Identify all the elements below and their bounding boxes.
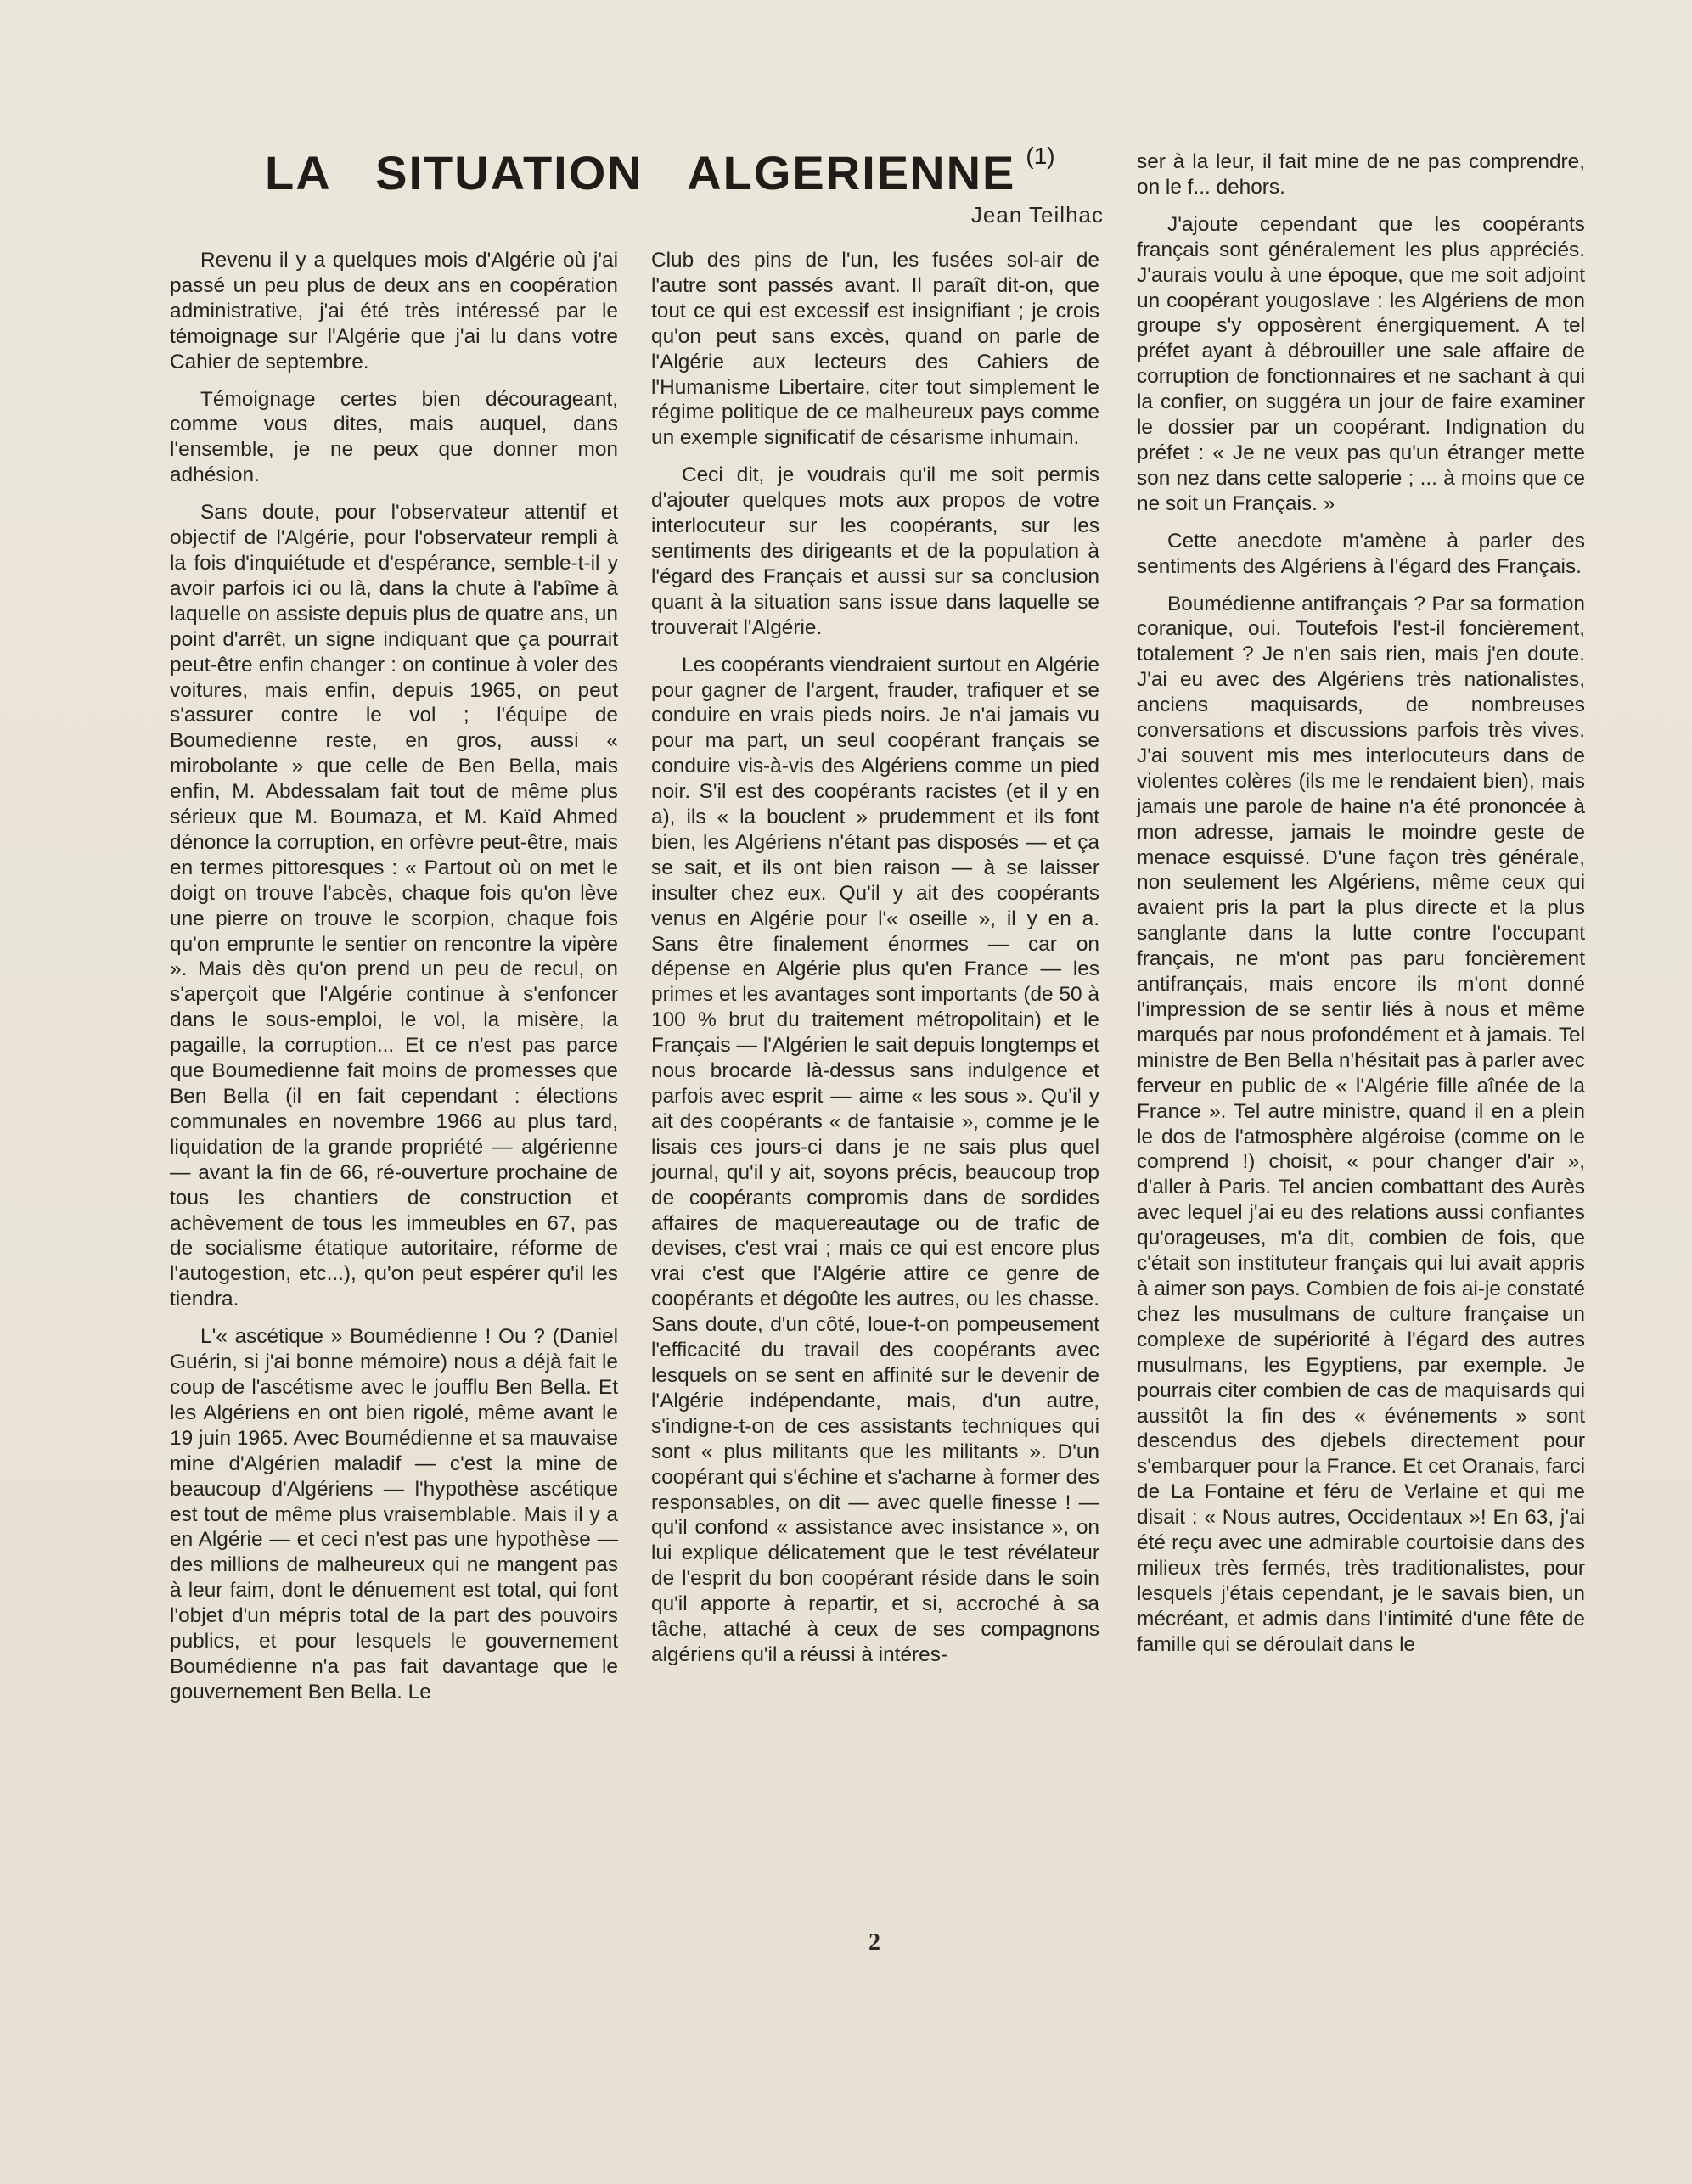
paragraph: J'ajoute cependant que les coopérants français sont généralement les plus appréciés. J'aurais voulu à une époque, que me soit adjoint un coopérant yougoslave : les Algériens de mon groupe s'y opposèrent énergiquement. A tel préfet ayant à débrouiller une sale affaire de corruption de fonctionnaires et ne sachant à qui la confier, on suggéra un jour de faire examiner le dossier par un coopérant. Indignation du préfet : « Je ne veux pas qu'un étranger mette son nez dans cette saloperie ; ... à moins que ce ne soit un Français. » (1137, 212, 1585, 515)
article-title-text: LA SITUATION ALGERIENNE (265, 146, 1016, 199)
paragraph: Sans doute, pour l'observateur attentif et objectif de l'Algérie, pour l'observateur rempli à la fois d'inquiétude et d'espérance, semble-t-il y avoir parfois ici ou là, dans la chute à l'abîme à laquelle on assiste depuis plus de quatre ans, un point d'arrêt, un signe indiquant que ça pourrait peut-être enfin changer : on continue à voler des voitures, mais enfin, depuis 1965, on peut s'assurer contre le vol ; l'équipe de Boumedienne reste, en gros, aussi « mirobolante » que celle de Ben Bella, mais enfin, M. Abdessalam fait tout de même plus sérieux que M. Boumaza, et M. Kaïd Ahmed dénonce la corruption, en orfèvre peut-être, mais en termes pittoresques : « Partout où on met le doigt on trouve l'abcès, chaque fois qu'on lève une pierre on trouve le scorpion, chaque fois qu'on emprunte le sentier on rencontre la vipère ». Mais dès qu'on prend un peu de recul, on s'aperçoit que l'Algérie continue à s'enfoncer dans le sous-emploi, le vol, la misère, la pagaille, la corruption... Et ce n'est pas parce que Boumedienne fait moins de promesses que Ben Bella (il en fait cependant : élections communales en novembre 1966 au plus tard, liquidation de la grande propriété — algérienne — avant la fin de 66, ré-ouverture prochaine de tous les chantiers de construction et achèvement de tous les immeubles en 67, pas de socialisme étatique autoritaire, réforme de l'autogestion, etc...), qu'on peut espérer qu'il les tiendra. (170, 501, 618, 1311)
paragraph: Les coopérants viendraient surtout en Algérie pour gagner de l'argent, frauder, trafiquer et se conduire en vrais pieds noirs. Je n'ai jamais vu pour ma part, un seul coopérant français se conduire vis-à-vis des Algériens comme un pied noir. S'il est des coopérants racistes (et il y en a), ils « la bouclent » prudemment et ils font bien, les Algériens n'étant pas disposés — et ça se sait, et ils ont bien raison — à se laisser insulter chez eux. Qu'il y ait des coopérants venus en Algérie pour l'« oseille », il y en a. Sans être finalement énormes — car on dépense en Algérie plus qu'en France — les primes et les avantages sont importants (de 50 à 100 % brut du traitement métropolitain) et le Français — l'Algérien le sait depuis longtemps et nous brocarde là-dessus sans indulgence et parfois avec esprit — aime « les sous ». Qu'il y ait des coopérants « de fantaisie », comme je le lisais ces jours-ci dans je ne sais plus quel journal, qu'il y ait, soyons précis, beaucoup trop de coopérants compromis dans de sordides affaires de maquereautage ou de trafic de devises, c'est vrai ; mais ce qui est encore plus vrai c'est que l'Algérie attire ce genre de coopérants et dégoûte les autres, ou les chasse. Sans doute, d'un côté, loue-t-on pompeusement l'efficacité du travail des coopérants avec lesquels on se sent en affinité sur le devenir de l'Algérie indépendante, mais, d'un autre, s'indigne-t-on de ces assistants techniques qui sont « plus militants que les militants ». D'un coopérant qui s'échine et s'acharne à former des responsables, on dit — avec quelle finesse ! — qu'il confond « assistance avec insistance », on lui explique délicatement que le test révélateur de l'esprit du bon coopérant réside dans le soin qu'il apporte à repartir, et si, accroché à sa tâche, attaché à ceux de ses compagnons algériens qu'il a réussi à intéres- (651, 653, 1099, 1666)
text-column-3 (1137, 149, 1585, 1670)
title-footnote-marker: (1) (1026, 143, 1055, 169)
paragraph-continued: Club des pins de l'un, les fusées sol-air de l'autre sont passés avant. Il paraît dit-on, que tout ce qui est excessif est insignifiant ; je crois qu'on peut sans excès, quand on parle de l'Algérie aux lecteurs des Cahiers de l'Humanisme Libertaire, citer tout simplement le régime politique de ce malheureux pays comme un exemple significatif de césarisme inhumain. (651, 249, 1099, 450)
paragraph: Cette anecdote m'amène à parler des sentiments des Algériens à l'égard des Français. (1137, 529, 1585, 578)
page-number: 2 (868, 1929, 880, 1956)
paragraph: Témoignage certes bien décourageant, comme vous dites, mais auquel, dans l'ensemble, je ne peux que donner mon adhésion. (170, 387, 618, 487)
paragraph-continued: ser à la leur, il fait mine de ne pas comprendre, on le f... dehors. (1137, 150, 1585, 199)
paragraph: Boumédienne antifrançais ? Par sa formation coranique, oui. Toutefois l'est-il foncièrement, totalement ? Je n'en sais rien, mais j'en doute. J'ai eu avec des Algériens très nationalistes, anciens maquisards, de nombreuses conversations et discussions parfois très vives. J'ai souvent mis mes interlocuteurs dans de violentes colères (ils me le rendaient bien), mais jamais une parole de haine n'a été prononcée à mon adresse, jamais le moindre geste de menace esquissé. D'une façon très générale, non seulement les Algériens, même ceux qui avaient pris la part la plus directe et la plus sanglante dans la lutte contre l'occupant français, ne m'ont pas paru foncièrement antifrançais, mais encore ils m'ont donné l'impression de se sentir liés à nous et même marqués par nous profondément et à jamais. Tel ministre de Ben Bella n'hésitait pas à parler avec ferveur en public de « l'Algérie fille aînée de la France ». Tel autre ministre, quand il en a plein le dos de l'atmosphère algéroise (comme on le comprend !) choisit, « pour changer d'air », d'aller à Paris. Tel ancien combattant des Aurès avec lequel j'ai eu des relations aussi confiantes qu'orageuses, m'a dit, combien de fois, que c'était son instituteur français qui lui avait appris à aimer son pays. Combien de fois ai-je constaté chez les musulmans de culture française un complexe de supériorité à l'égard des autres musulmans, les Egyptiens, par exemple. Je pourrais citer combien de cas de maquisards qui aussitôt la fin des « événements » sont descendus des djebels directement pour s'embarquer pour la France. Et cet Oranais, farci de La Fontaine et féru de Verlaine et qui me disait : « Nous autres, Occidentaux »! En 63, j'ai été reçu avec une admirable courtoisie dans des milieux très fermés, très traditionalistes, pour lesquels j'étais cependant, je le savais bien, un mécréant, et admis dans l'intimité d'une fête de famille qui se déroulait dans le (1137, 592, 1585, 1656)
article-author: Jean Teilhac (970, 202, 1104, 227)
article-title (265, 143, 1055, 200)
text-column-1 (170, 248, 618, 1717)
paragraph: L'« ascétique » Boumédienne ! Ou ? (Daniel Guérin, si j'ai bonne mémoire) nous a déjà fait le coup de l'ascétisme avec le joufflu Ben Bella. Et les Algériens en ont bien rigolé, même avant le 19 juin 1965. Avec Boumédienne et sa mauvaise mine d'Algérien maladif — c'est la mine de beaucoup d'Algériens — l'hypothèse ascétique est tout de même plus vraisemblable. Mais il y a en Algérie — et ceci n'est pas une hypothèse — des millions de malheureux qui ne mangent pas à leur faim, dont le dénuement est total, qui font l'objet d'un mépris total de la part des pouvoirs publics, et pour lesquels le gouvernement Boumédienne n'a pas fait davantage que le gouvernement Ben Bella. Le (170, 1325, 618, 1704)
paragraph: Revenu il y a quelques mois d'Algérie où j'ai passé un peu plus de deux ans en coopération administrative, j'ai été très intéressé par le témoignage sur l'Algérie que j'ai lu dans votre Cahier de septembre. (170, 249, 618, 373)
paragraph: Ceci dit, je voudrais qu'il me soit permis d'ajouter quelques mots aux propos de votre interlocuteur sur les coopérants, sur les sentiments des dirigeants et de la population à l'égard des Français et aussi sur sa conclusion quant à la situation sans issue dans laquelle se trouverait l'Algérie. (651, 463, 1099, 639)
text-column-2 (651, 248, 1099, 1680)
